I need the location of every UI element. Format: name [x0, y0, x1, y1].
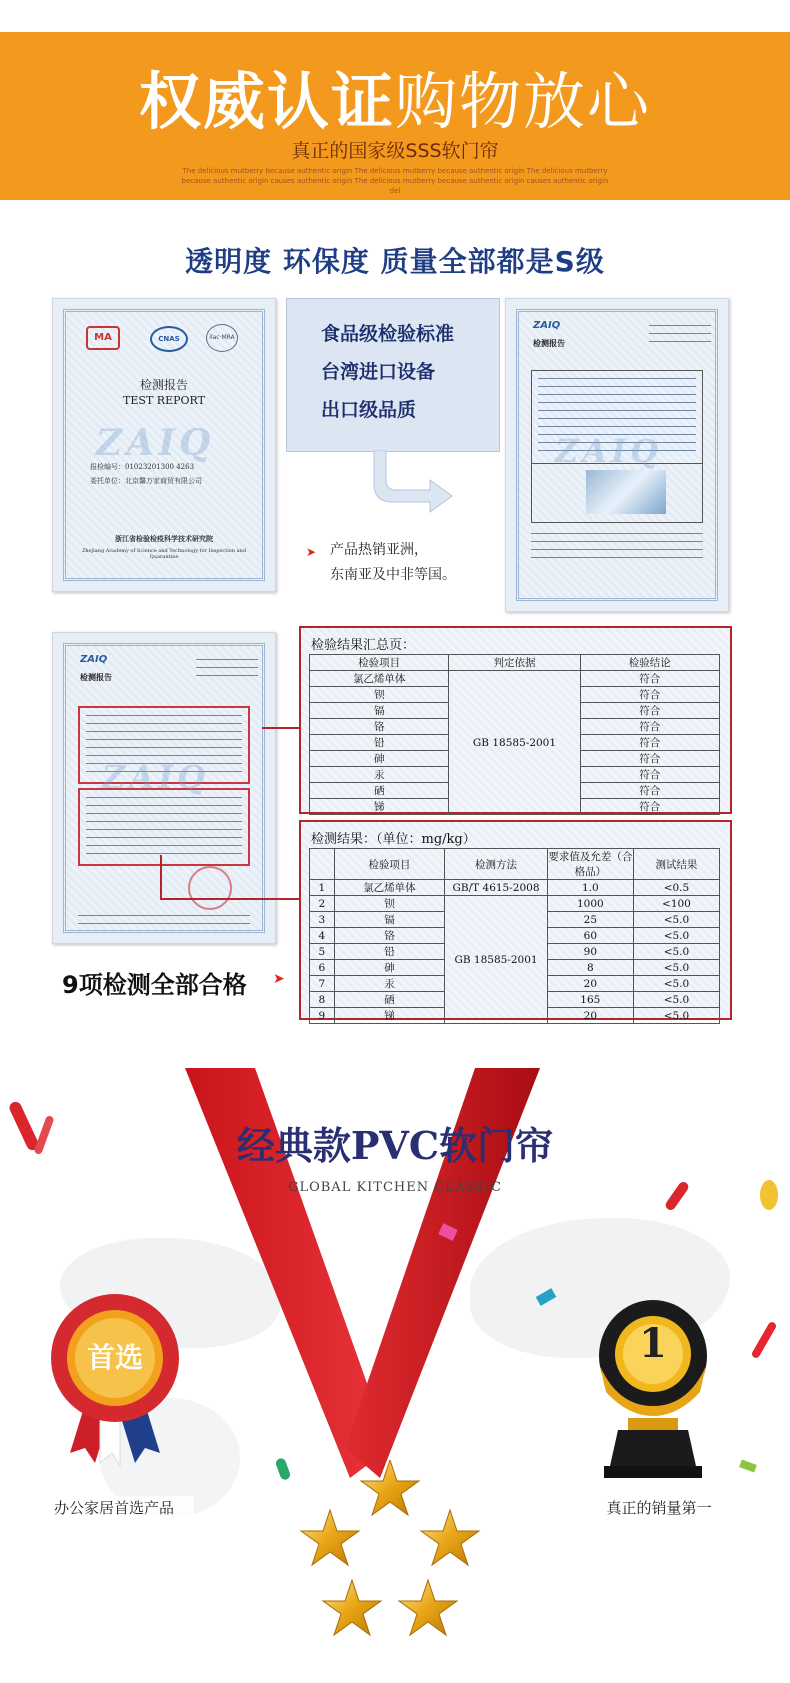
hot-sale-line-1: 产品热销亚洲， — [330, 542, 428, 558]
detail-row — [310, 880, 720, 896]
footer-lines — [531, 526, 703, 565]
summary-item: 砷 — [310, 751, 449, 767]
summary-header-basis: 判定依据 — [449, 655, 580, 671]
detail-requirement: 20 — [547, 976, 633, 992]
detail-requirement: 8 — [547, 960, 633, 976]
zaiq-logo: ZAIQ — [533, 320, 561, 331]
detail-no: 6 — [310, 960, 335, 976]
connector-summary — [262, 727, 300, 729]
hot-sale-line-2: 东南亚及中非等国。 — [330, 567, 456, 583]
report-org-en: Zhejiang Academy of Science and Technology for Inspection and Quarantine — [81, 548, 247, 560]
ma-logo: MA — [86, 326, 120, 350]
hot-sale-text — [308, 538, 456, 588]
detail-result: <100 — [633, 896, 719, 912]
detail-item: 铅 — [334, 944, 445, 960]
sample-photo-area — [531, 462, 703, 523]
detail-requirement: 165 — [547, 992, 633, 1008]
top-banner — [0, 32, 790, 200]
bent-arrow-icon — [372, 450, 462, 516]
detail-table — [309, 848, 720, 1024]
detail-item: 硒 — [334, 992, 445, 1008]
detail-item: 镉 — [334, 912, 445, 928]
detail-item: 钡 — [334, 896, 445, 912]
trophy-caption: 真正的销量第一 — [576, 1496, 742, 1520]
report-client: 委托单位：北京馨万家商贸有限公司 — [90, 477, 202, 485]
feature-line-2: 台湾进口设备 — [321, 361, 436, 383]
trophy-number: 1 — [639, 1320, 667, 1367]
summary-result: 符合 — [580, 799, 719, 815]
banner-tiny-text: The delicious mutberry because authentic origin The delicious mutberry because authentic origin The delicious mutberry because authentic origin causes authentic origin The delicious mutberry because authentic origin causes authentic origin del — [181, 167, 609, 195]
summary-basis: GB 18585-2001 — [449, 671, 580, 815]
detail-no: 1 — [310, 880, 335, 896]
detail-result: <5.0 — [633, 992, 719, 1008]
summary-result: 符合 — [580, 703, 719, 719]
gold-stars-medal-icon — [282, 1460, 498, 1660]
summary-item: 钡 — [310, 687, 449, 703]
detail-requirement: 60 — [547, 928, 633, 944]
detail-result: <0.5 — [633, 880, 719, 896]
summary-result: 符合 — [580, 671, 719, 687]
summary-item: 汞 — [310, 767, 449, 783]
summary-result: 符合 — [580, 735, 719, 751]
zaiq-watermark-right: ZAIQ — [555, 432, 663, 470]
summary-result: 符合 — [580, 767, 719, 783]
detail-item: 汞 — [334, 976, 445, 992]
all-passed-text: 9项检测全部合格 — [62, 971, 247, 999]
report-title-en: TEST REPORT — [123, 394, 205, 407]
sample-photo — [586, 470, 666, 514]
detail-requirement: 1.0 — [547, 880, 633, 896]
detail-method: GB/T 4615-2008 — [445, 880, 548, 896]
highlight-detail — [78, 788, 250, 866]
detail-item: 砷 — [334, 960, 445, 976]
summary-item: 铅 — [310, 735, 449, 751]
zaiq-logo-small: ZAIQ — [80, 654, 108, 665]
detail-result: <5.0 — [633, 960, 719, 976]
header-lines-small — [196, 652, 258, 683]
zaiq-watermark: ZAIQ — [96, 422, 215, 464]
rosette-text: 首选 — [86, 1341, 143, 1374]
detail-item: 铬 — [334, 928, 445, 944]
banner-subtitle: 真正的国家级SSS软门帘 — [291, 140, 499, 162]
detail-requirement: 25 — [547, 912, 633, 928]
bottom-title: 经典款PVC软门帘 — [236, 1123, 554, 1168]
banner-title-bold: 权威认证 — [138, 65, 395, 138]
detail-no: 9 — [310, 1008, 335, 1024]
detail-no: 3 — [310, 912, 335, 928]
report-title-cn: 检测报告 — [139, 378, 188, 392]
cnas-logo: CNAS — [150, 326, 188, 352]
summary-table — [309, 654, 720, 815]
summary-result: 符合 — [580, 687, 719, 703]
detail-header-requirement: 要求值及允差（合格品） — [547, 849, 633, 880]
quality-headline: 透明度 环保度 质量全部都是S级 — [185, 245, 605, 278]
pass-arrow-icon: ➤ — [273, 971, 285, 987]
detail-requirement: 20 — [547, 1008, 633, 1024]
detail-result: <5.0 — [633, 912, 719, 928]
test-report-page — [505, 298, 729, 612]
detail-result: <5.0 — [633, 976, 719, 992]
summary-item: 硒 — [310, 783, 449, 799]
feature-box — [286, 298, 500, 452]
summary-row — [310, 671, 720, 687]
summary-result: 符合 — [580, 751, 719, 767]
detail-result: <5.0 — [633, 928, 719, 944]
result-page-title: 检测报告 — [80, 673, 112, 682]
summary-item: 镉 — [310, 703, 449, 719]
detail-result: <5.0 — [633, 1008, 719, 1024]
summary-table-box — [299, 626, 732, 814]
report-org-cn: 浙江省检验检疫科学技术研究院 — [115, 534, 213, 543]
feature-line-3: 出口级品质 — [321, 399, 417, 421]
detail-item: 锑 — [334, 1008, 445, 1024]
detail-method: GB 18585-2001 — [445, 896, 548, 1024]
official-stamp-icon — [188, 866, 232, 910]
banner-title-thin: 购物放心 — [395, 65, 652, 138]
detail-header-item: 检验项目 — [334, 849, 445, 880]
detail-no: 4 — [310, 928, 335, 944]
detail-header-result: 测试结果 — [633, 849, 719, 880]
ilac-logo: ilac·MRA — [206, 324, 238, 352]
summary-result: 符合 — [580, 719, 719, 735]
detail-header-method: 检测方法 — [445, 849, 548, 880]
report-number: 报检编号：01023201300 4263 — [90, 463, 195, 471]
detail-table-box — [299, 820, 732, 1020]
summary-table-title: 检验结果汇总页： — [311, 638, 416, 653]
header-lines — [649, 318, 711, 349]
zaiq-watermark-small: ZAIQ — [102, 758, 210, 796]
rosette-badge-icon — [40, 1288, 190, 1478]
detail-requirement: 1000 — [547, 896, 633, 912]
detail-result: <5.0 — [633, 944, 719, 960]
summary-item: 氯乙烯单体 — [310, 671, 449, 687]
detail-no: 5 — [310, 944, 335, 960]
test-report-cover — [52, 298, 276, 592]
summary-item: 锑 — [310, 799, 449, 815]
detail-table-title: 检测结果：（单位：mg/kg） — [311, 832, 476, 847]
rosette-caption: 办公家居首选产品 — [34, 1496, 194, 1520]
detail-item: 氯乙烯单体 — [334, 880, 445, 896]
detail-requirement: 90 — [547, 944, 633, 960]
connector-detail-v — [160, 855, 162, 900]
summary-header-result: 检验结论 — [580, 655, 719, 671]
summary-item: 铬 — [310, 719, 449, 735]
banner-title — [0, 52, 790, 141]
report-page-title: 检测报告 — [533, 339, 565, 348]
detail-no: 7 — [310, 976, 335, 992]
red-arrow-icon: ➤ — [306, 545, 317, 559]
detail-no: 8 — [310, 992, 335, 1008]
bottom-subtitle: GLOBAL KITCHEN CLASSIC — [288, 1180, 502, 1195]
feature-line-1: 食品级检验标准 — [321, 323, 455, 345]
detail-no: 2 — [310, 896, 335, 912]
connector-detail-h — [160, 898, 300, 900]
footer-lines-small — [78, 908, 250, 931]
summary-header-item: 检验项目 — [310, 655, 449, 671]
detail-row — [310, 896, 720, 912]
summary-result: 符合 — [580, 783, 719, 799]
